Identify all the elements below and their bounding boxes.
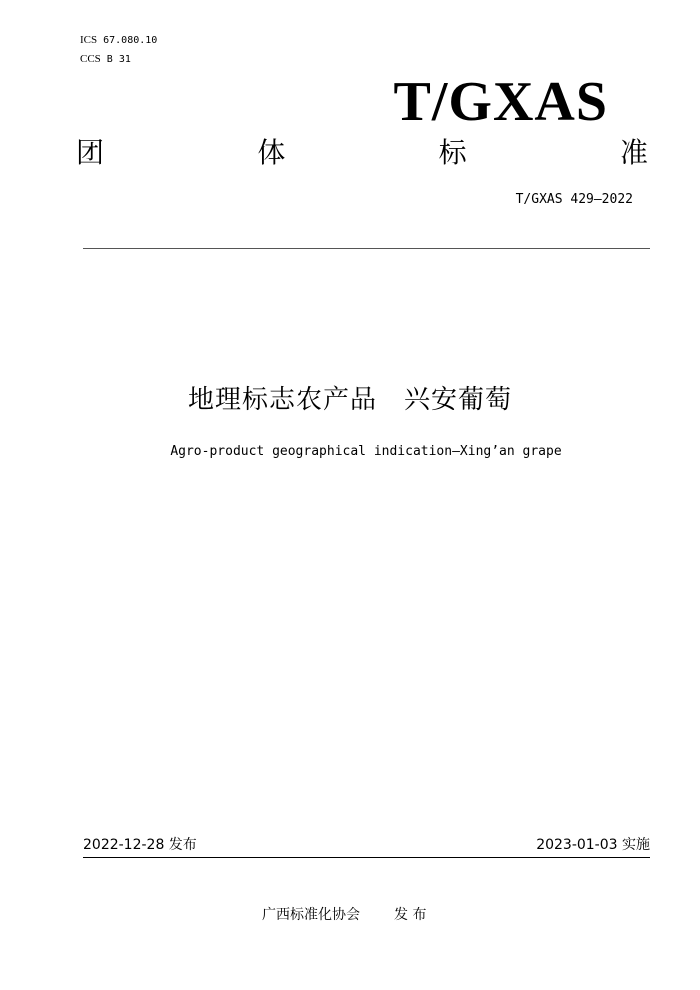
ccs-code: B 31 xyxy=(106,54,131,65)
ics-code: 67.080.10 xyxy=(103,35,158,46)
header-divider xyxy=(83,248,650,249)
issue-date: 2022-12-28 发布 xyxy=(83,837,197,853)
standard-type-char: 团 xyxy=(76,136,105,169)
ccs-classification xyxy=(80,52,131,67)
publisher-action: 发 布 xyxy=(394,907,427,923)
standard-type-char: 准 xyxy=(619,136,648,169)
document-title-english: Agro-product geographical indication—Xing’an grape xyxy=(170,444,562,459)
standard-number: T/GXAS 429—2022 xyxy=(515,192,633,207)
standard-type-char: 体 xyxy=(257,136,286,169)
document-title-chinese: 地理标志农产品 兴安葡萄 xyxy=(187,385,512,415)
ics-label: ICS xyxy=(80,34,98,46)
standard-type-char: 标 xyxy=(438,136,467,169)
ics-classification xyxy=(80,33,157,48)
publisher-name: 广西标准化协会 xyxy=(262,907,360,923)
standard-type-heading xyxy=(76,134,648,174)
ccs-label: CCS xyxy=(80,53,101,65)
footer-divider xyxy=(83,857,650,858)
publisher-line xyxy=(262,905,426,925)
implementation-date: 2023-01-03 实施 xyxy=(536,837,650,853)
organization-brand: T/GXAS xyxy=(393,71,608,133)
